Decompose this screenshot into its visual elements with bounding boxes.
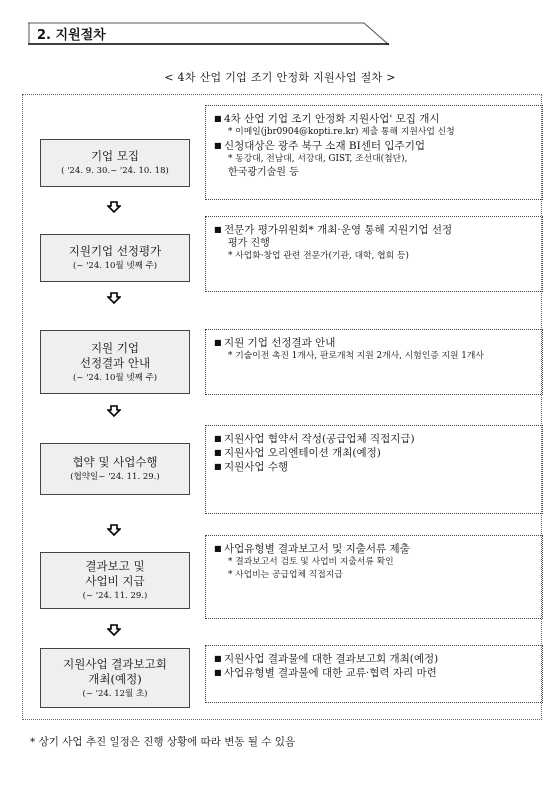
step-title: 지원사업 결과보고회 개최(예정) xyxy=(63,656,167,686)
bullet-item xyxy=(214,446,534,460)
square-bullet-icon: ■ xyxy=(214,434,222,443)
bullet-item xyxy=(214,460,534,474)
down-arrow-icon xyxy=(107,405,121,417)
bullet-item xyxy=(214,542,534,556)
step-date: (~ '24. 10월 넷째 주) xyxy=(72,261,158,271)
square-bullet-icon: ■ xyxy=(214,462,222,471)
step-title: 지원기업 선정평가 xyxy=(68,244,162,258)
bullet-item xyxy=(214,432,534,446)
step-box xyxy=(40,139,190,187)
bullet-text: 전문가 평가위원회* 개최·운영 통해 지원기업 선정 xyxy=(224,224,453,236)
step-date: (~ '24. 10월 넷째 주) xyxy=(72,372,158,383)
step-date: (협약일~ '24. 11. 29.) xyxy=(70,472,160,482)
down-arrow-icon xyxy=(107,624,121,636)
square-bullet-icon: ■ xyxy=(214,225,222,234)
note-text: * 기술이전 촉진 1개사, 판로개척 지원 2개사, 시험인증 지원 1개사 xyxy=(228,351,484,361)
bullet-text: 지원사업 수행 xyxy=(224,461,289,473)
step-box xyxy=(40,443,190,495)
note-text: * 동강대, 전남대, 서강대, GIST, 조선대(첨단), xyxy=(228,154,408,164)
square-bullet-icon: ■ xyxy=(214,654,222,663)
bullet-text: 신청대상은 광주 북구 소재 BI센터 입주기업 xyxy=(224,140,425,152)
step-description xyxy=(205,216,543,292)
bullet-text: 지원사업 결과물에 대한 결과보고회 개최(예정) xyxy=(224,653,439,665)
step-title: 지원 기업 선정결과 안내 xyxy=(79,340,151,370)
square-bullet-icon: ■ xyxy=(214,544,222,553)
step-description xyxy=(205,535,543,619)
square-bullet-icon: ■ xyxy=(214,114,222,123)
note-text: * 사업비는 공급업체 직접지급 xyxy=(228,570,343,580)
square-bullet-icon: ■ xyxy=(214,448,222,457)
bullet-text: 지원 기업 선정결과 안내 xyxy=(224,337,336,349)
section-header xyxy=(28,22,388,44)
down-arrow-icon xyxy=(107,201,121,213)
note-text: * 사업화·창업 관련 전문가(기관, 대학, 협회 등) xyxy=(228,251,409,261)
bullet-text: 사업유형별 결과보고서 및 지출서류 제출 xyxy=(224,543,410,555)
step-description xyxy=(205,425,543,514)
bullet-item xyxy=(214,336,534,350)
note-text: * 이메일(jbr0904@kopti.re.kr) 제출 통해 지원사업 신청 xyxy=(228,127,455,137)
bullet-text: 4차 산업 기업 조기 안정화 지원사업' 모집 개시 xyxy=(224,113,440,125)
bullet-item xyxy=(214,112,534,126)
step-box xyxy=(40,552,190,609)
bullet-item xyxy=(214,139,534,153)
step-date: (~ '24. 11. 29.) xyxy=(82,591,148,601)
bullet-item xyxy=(214,223,534,237)
step-description xyxy=(205,329,543,395)
procedure-subtitle: < 4차 산업 기업 조기 안정화 지원사업 절차 > xyxy=(164,71,396,84)
step-date: ( '24. 9. 30.~ '24. 10. 18) xyxy=(61,166,169,176)
step-description xyxy=(205,645,543,703)
square-bullet-icon: ■ xyxy=(214,141,222,150)
bullet-continuation: 평가 진행 xyxy=(228,238,270,249)
bullet-item xyxy=(214,666,534,680)
bullet-continuation: 한국광기술원 등 xyxy=(228,167,299,178)
step-date: (~ '24. 12월 초) xyxy=(82,688,148,699)
section-title: 2. 지원절차 xyxy=(37,28,106,43)
square-bullet-icon: ■ xyxy=(214,338,222,347)
step-box xyxy=(40,234,190,282)
down-arrow-icon xyxy=(107,524,121,536)
note-text: * 결과보고서 검토 및 사업비 지출서류 확인 xyxy=(228,557,394,567)
step-box xyxy=(40,330,190,394)
procedure-frame xyxy=(22,94,542,720)
bullet-text: 지원사업 협약서 작성(공급업체 직접지급) xyxy=(224,433,415,445)
step-description xyxy=(205,105,543,200)
step-title: 기업 모집 xyxy=(90,149,140,163)
step-title: 결과보고 및 사업비 지급 xyxy=(85,559,145,588)
step-title: 협약 및 사업수행 xyxy=(72,455,158,469)
bullet-text: 사업유형별 결과물에 대한 교류·협력 자리 마련 xyxy=(224,667,437,679)
bullet-text: 지원사업 오리엔테이션 개최(예정) xyxy=(224,447,381,459)
bullet-item xyxy=(214,652,534,666)
square-bullet-icon: ■ xyxy=(214,668,222,677)
footnote: * 상기 사업 추진 일정은 진행 상황에 따라 변동 될 수 있음 xyxy=(30,736,296,748)
down-arrow-icon xyxy=(107,292,121,304)
step-box xyxy=(40,648,190,708)
